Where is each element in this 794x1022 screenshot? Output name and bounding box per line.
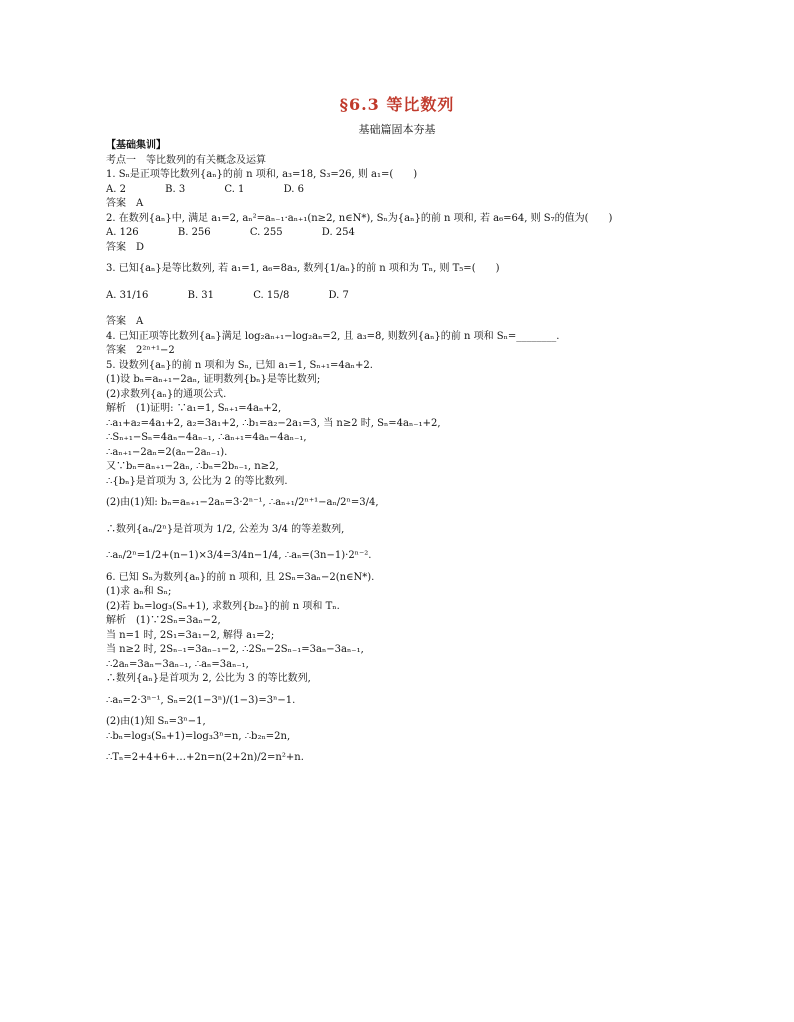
question-1-options — [106, 183, 696, 198]
option-c: C. 255 — [249, 227, 283, 238]
question-6-line: (1)求 aₙ和 Sₙ; — [106, 586, 172, 597]
option-c: C. 15/8 — [253, 289, 290, 301]
solution-6-line: 解析 (1)∵2Sₙ=3aₙ−2, — [106, 615, 221, 626]
option-a: A. 2 — [106, 183, 126, 195]
solution-6-line: 当 n=1 时, 2S₁=3a₁−2, 解得 a₁=2; — [106, 629, 275, 641]
question-2-answer: 答案 D — [106, 241, 145, 253]
option-d: D. 6 — [283, 183, 304, 195]
solution-5-line: ∴Sₙ₊₁−Sₙ=4aₙ−4aₙ₋₁, ∴aₙ₊₁=4aₙ−4aₙ₋₁, — [106, 432, 307, 443]
question-2-options — [106, 226, 696, 241]
option-d: D. 254 — [321, 227, 355, 238]
question-1-stem: 1. Sₙ是正项等比数列{aₙ}的前 n 项和, a₃=18, S₃=26, 则 a₁=( ) — [106, 169, 418, 180]
solution-5-line: ∴a₁+a₂=4a₁+2, a₂=3a₁+2, ∴b₁=a₂−2a₁=3, 当 n≥2 时, Sₙ=4aₙ₋₁+2, — [106, 417, 441, 429]
option-b: B. 31 — [187, 289, 215, 301]
question-5-line: (2)求数列{aₙ}的通项公式. — [106, 388, 227, 400]
option-a: A. 126 — [106, 227, 139, 238]
question-2-stem: 2. 在数列{aₙ}中, 满足 a₁=2, aₙ²=aₙ₋₁·aₙ₊₁(n≥2, n∈N*), Sₙ为{aₙ}的前 n 项和, 若 a₆=64, 则 S₇的值为( ) — [106, 212, 613, 224]
option-a: A. 31/16 — [106, 289, 149, 301]
page-title: §6.3 等比数列 — [339, 95, 455, 114]
question-4-stem: 4. 已知正项等比数列{aₙ}满足 log₂aₙ₊₁−log₂aₙ=2, 且 a₃=8, 则数列{aₙ}的前 n 项和 Sₙ=________. — [106, 330, 560, 342]
solution-5-line: ∴aₙ₊₁−2aₙ=2(aₙ−2aₙ₋₁). — [106, 446, 228, 458]
question-6-line: (2)若 bₙ=log₃(Sₙ+1), 求数列{b₂ₙ}的前 n 项和 Tₙ. — [106, 600, 340, 612]
topic-heading: 考点一 等比数列的有关概念及运算 — [106, 154, 266, 166]
question-3-answer: 答案 A — [106, 316, 144, 327]
option-b: B. 3 — [165, 183, 186, 195]
solution-5-line: (2)由(1)知: bₙ=aₙ₊₁−2aₙ=3·2ⁿ⁻¹, ∴aₙ₊₁/2ⁿ⁺¹−aₙ/2ⁿ=3/4, — [106, 497, 379, 508]
solution-6-line: ∴Tₙ=2+4+6+…+2n=n(2+2n)/2=n²+n. — [106, 752, 304, 763]
section-heading: 【基础集训】 — [106, 140, 166, 151]
solution-6-line: ∴2aₙ=3aₙ−3aₙ₋₁, ∴aₙ=3aₙ₋₁, — [106, 658, 249, 670]
solution-5-line: 解析 (1)证明: ∵a₁=1, Sₙ₊₁=4aₙ+2, — [106, 403, 282, 414]
question-3-options — [106, 289, 696, 304]
solution-5-line: 又∵bₙ=aₙ₊₁−2aₙ, ∴bₙ=2bₙ₋₁, n≥2, — [106, 461, 279, 472]
question-1-answer: 答案 A — [106, 198, 144, 209]
solution-6-line: 当 n≥2 时, 2Sₙ₋₁=3aₙ₋₁−2, ∴2Sₙ−2Sₙ₋₁=3aₙ−3aₙ₋₁, — [106, 644, 364, 655]
question-5-line: 5. 设数列{aₙ}的前 n 项和为 Sₙ, 已知 a₁=1, Sₙ₊₁=4aₙ+2. — [106, 359, 373, 371]
solution-5-line: ∴{bₙ}是首项为 3, 公比为 2 的等比数列. — [106, 475, 288, 487]
question-5-line: (1)设 bₙ=aₙ₊₁−2aₙ, 证明数列{bₙ}是等比数列; — [106, 374, 321, 385]
solution-6-line: ∴数列{aₙ}是首项为 2, 公比为 3 的等比数列, — [106, 673, 311, 684]
content-body — [106, 139, 696, 766]
solution-6-line: (2)由(1)知 Sₙ=3ⁿ−1, — [106, 716, 206, 727]
option-b: B. 256 — [177, 227, 211, 238]
option-c: C. 1 — [224, 183, 245, 195]
solution-6-line: ∴aₙ=2·3ⁿ⁻¹, Sₙ=2(1−3ⁿ)/(1−3)=3ⁿ−1. — [106, 694, 296, 706]
option-d: D. 7 — [328, 289, 349, 301]
page-subtitle: 基础篇固本夯基 — [358, 123, 436, 136]
solution-6-line: ∴bₙ=log₃(Sₙ+1)=log₃3ⁿ=n, ∴b₂ₙ=2n, — [106, 730, 291, 742]
question-4-answer: 答案 2²ⁿ⁺¹−2 — [106, 345, 175, 356]
question-3-stem: 3. 已知{aₙ}是等比数列, 若 a₁=1, a₆=8a₃, 数列{1/aₙ}的前 n 项和为 Tₙ, 则 T₅=( ) — [106, 263, 500, 274]
solution-5-line: ∴数列{aₙ/2ⁿ}是首项为 1/2, 公差为 3/4 的等差数列, — [106, 523, 345, 535]
question-6-line: 6. 已知 Sₙ为数列{aₙ}的前 n 项和, 且 2Sₙ=3aₙ−2(n∈N*). — [106, 571, 375, 583]
solution-5-line: ∴aₙ/2ⁿ=1/2+(n−1)×3/4=3/4n−1/4, ∴aₙ=(3n−1)·2ⁿ⁻². — [106, 550, 372, 561]
